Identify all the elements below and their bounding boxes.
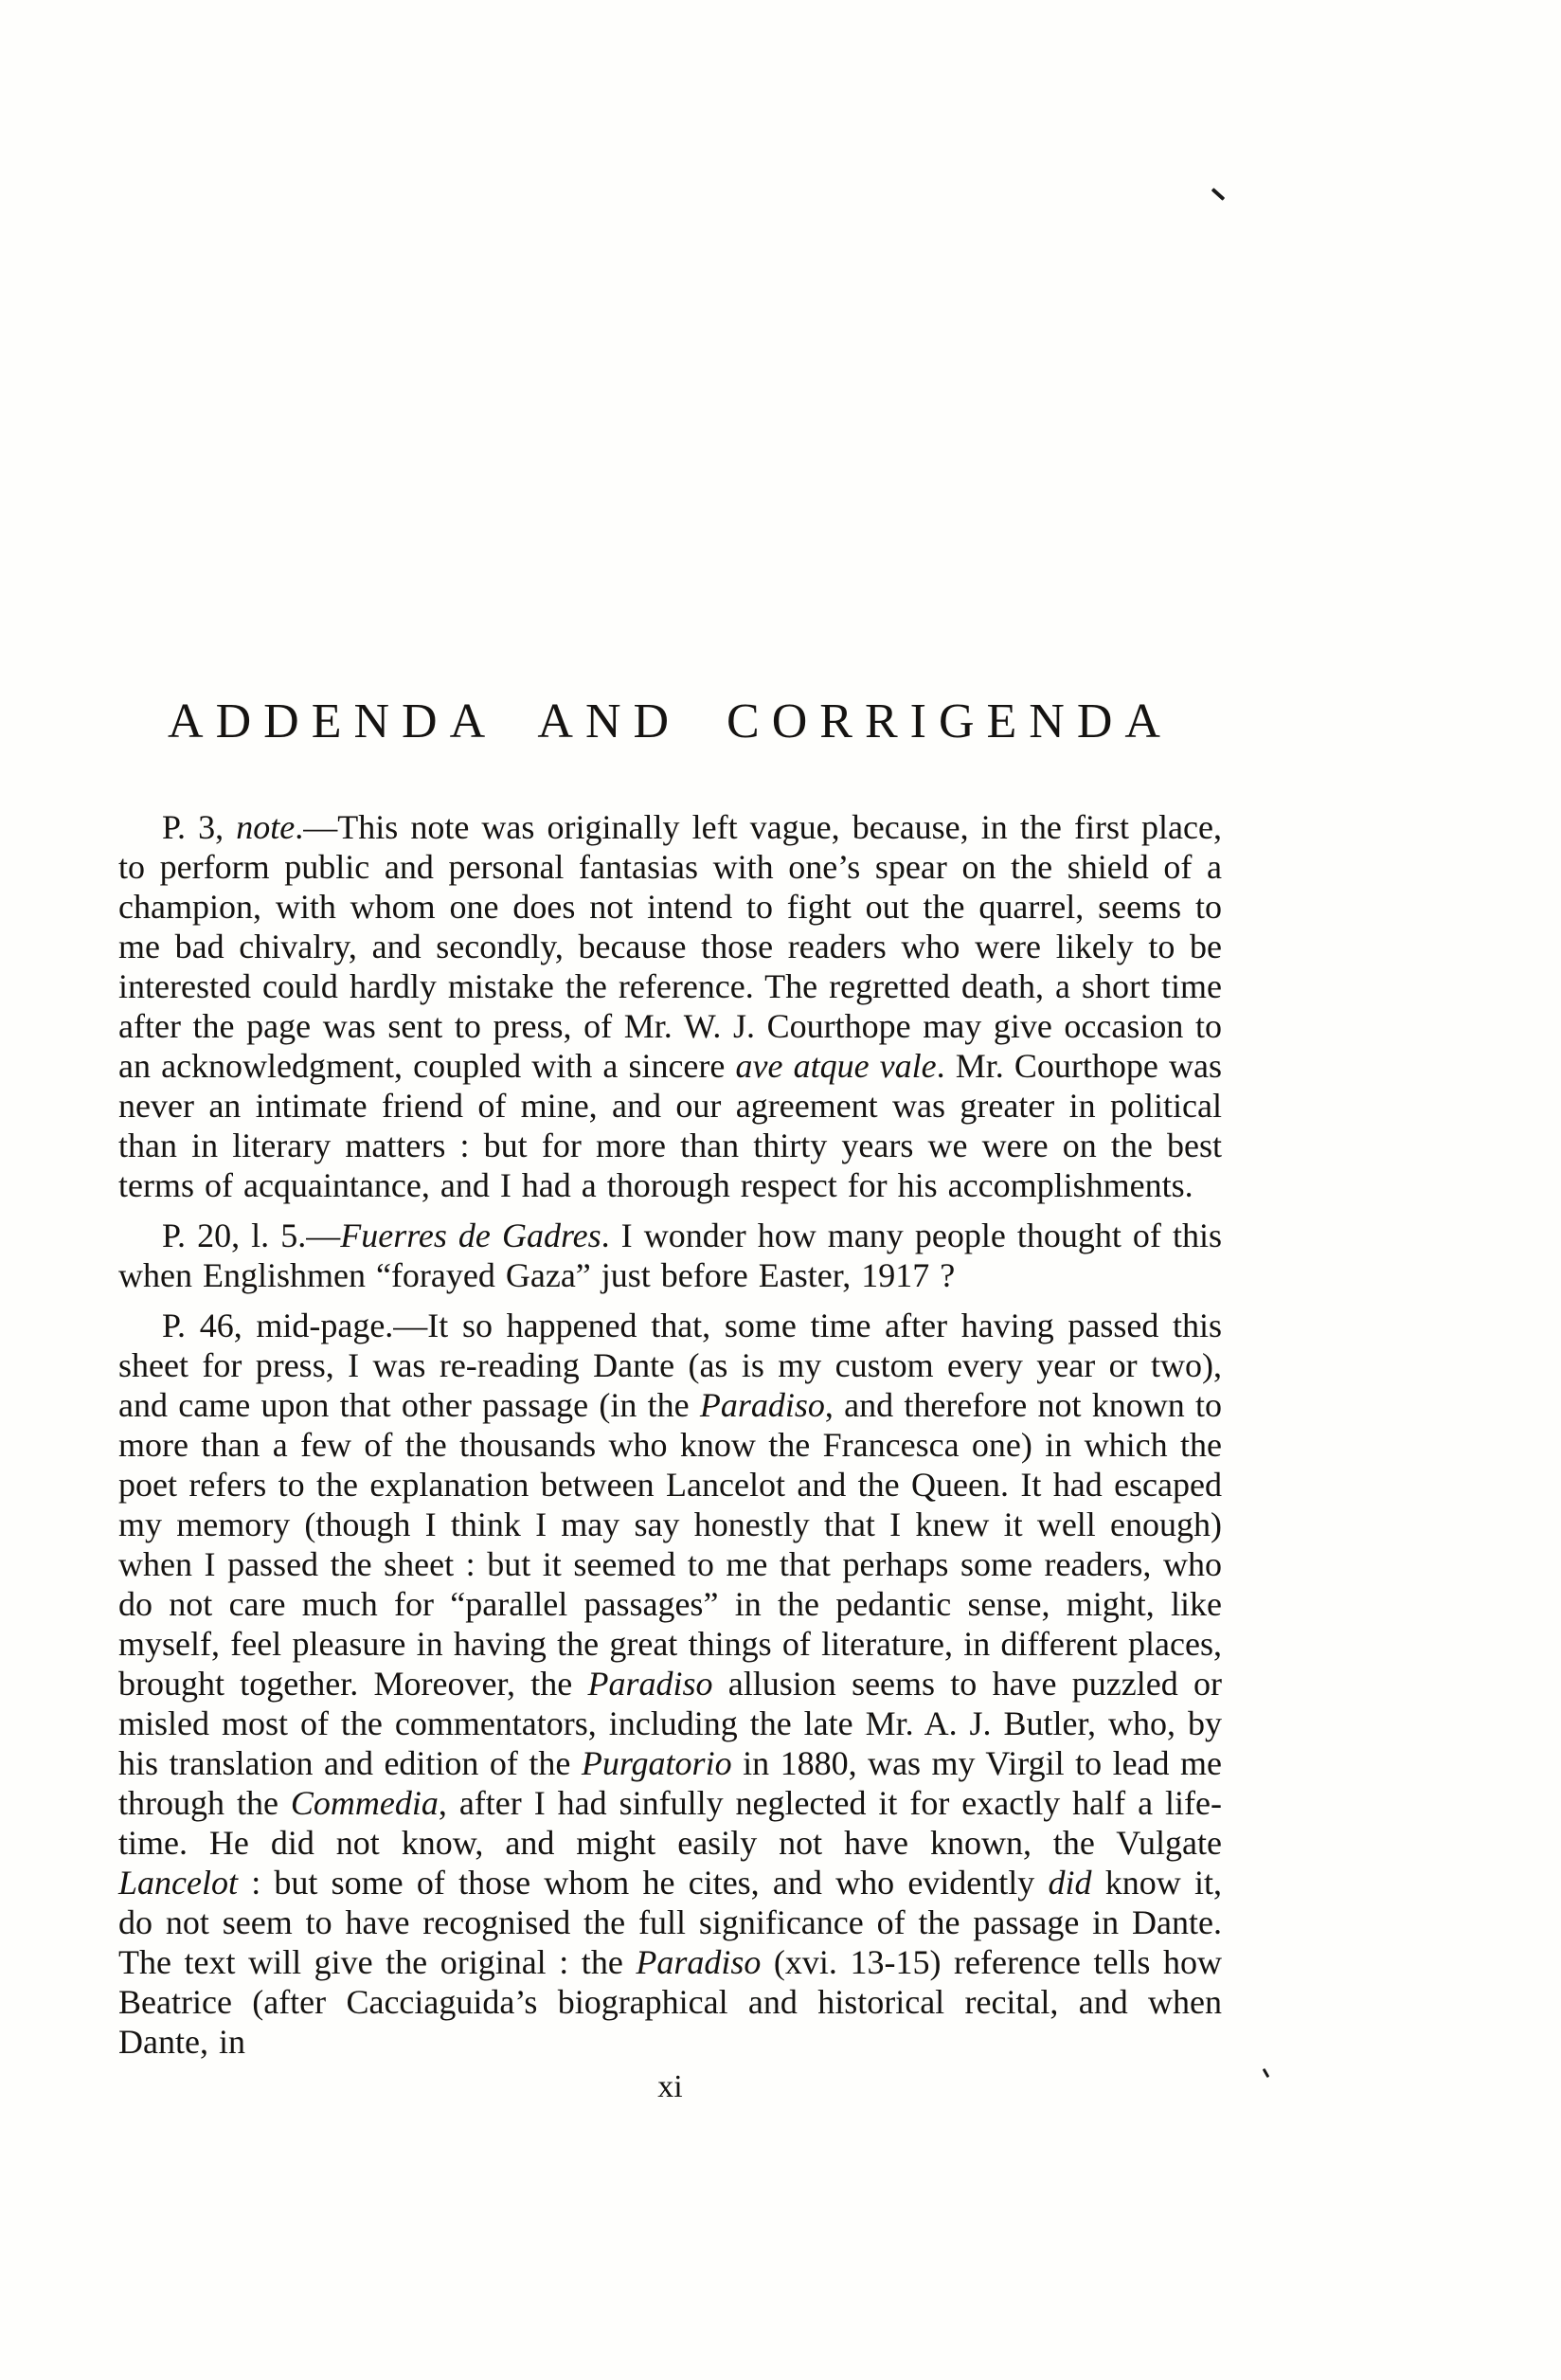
- page-body: [118, 807, 1222, 2107]
- text-run: , and therefore not known to more than a few of the thousands who know the Francesca one) in which the poet refers to the explanation between Lancelot and the Queen. It had escaped my memory (though I think I may say honestly that I knew it well enough) when I passed the sheet : but it seemed to me that perhaps some readers, who do not care much for “parallel passages” in the pedantic sense, might, like myself, feel pleasure in having the great things of literature, in different places, brought together. Moreover, the: [118, 1386, 1222, 1703]
- italic-text-run: Paradiso: [699, 1386, 825, 1424]
- italic-text-run: Purgatorio: [581, 1744, 732, 1782]
- italic-text-run: did: [1048, 1864, 1092, 1902]
- text-run: in 1880, was my Virgil to lead me through the: [118, 1744, 1223, 1822]
- text-run: .—This note was originally left vague, because, in the first place, to perform public and personal fantasias with one’s spear on the shield of a champion, with whom one does not intend to fight out the quarrel, seems to me bad chivalry, and secondly, because those readers who were likely to be interested could hardly mistake the reference. The regretted death, a short time after the page was sent to press, of Mr. W. J. Courthope may give occasion to an acknowledgment, coupled with a sincere: [118, 808, 1222, 1085]
- italic-text-run: note: [236, 808, 296, 846]
- text-run: : but some of those whom he cites, and who evidently: [237, 1864, 1049, 1902]
- italic-text-run: ave atque vale: [735, 1047, 937, 1085]
- italic-text-run: Fuerres de Gadres: [340, 1217, 601, 1254]
- text-run: (xvi. 13-15) reference tells how Beatrice (after Cacciaguida’s biographical and historical recital, and when Dante, in: [118, 1943, 1222, 2061]
- italic-text-run: Paradiso: [636, 1943, 762, 1981]
- page-title: ADDENDA AND CORRIGENDA: [168, 694, 1173, 748]
- text-run: . I wonder how many people thought of this when Englishmen “forayed Gaza” just before Easter, 1917 ?: [118, 1217, 1222, 1294]
- text-run: allusion seems to have puzzled or misled most of the commentators, including the late Mr. A. J. Butler, who, by his translation and edition of the: [118, 1665, 1223, 1782]
- page-number: xi: [657, 2069, 683, 2104]
- scan-artifact-bottom-right: [1263, 2068, 1270, 2078]
- paragraph: [118, 1306, 1222, 2062]
- text-run: . Mr. Courthope was never an intimate friend of mine, and our agreement was greater in political than in literary matters : but for more than thirty years we were on the best terms of acquaintance, and I had a thorough respect for his accomplishments.: [118, 1047, 1222, 1204]
- italic-text-run: Lancelot: [118, 1864, 238, 1902]
- text-run: , after I had sinfully neglected it for exactly half a life-time. He did not know, and might easily not have known, the Vulgate: [118, 1784, 1222, 1862]
- text-run: know it, do not seem to have recognised the full significance of the passage in Dante. The text will give the original : the: [118, 1864, 1222, 1981]
- scan-artifact-top-right: [1211, 188, 1226, 201]
- paragraph: [118, 1216, 1222, 1295]
- text-run: P. 3,: [162, 808, 237, 846]
- italic-text-run: Commedia: [290, 1784, 439, 1822]
- paragraph: [118, 807, 1222, 1205]
- text-run: P. 46, mid-page.—It so happened that, some time after having passed this sheet for press, I was re-reading Dante (as is my custom every year or two), and came upon that other passage (in the: [118, 1307, 1222, 1424]
- italic-text-run: Paradiso: [587, 1665, 713, 1703]
- paragraphs: [118, 807, 1222, 2062]
- text-run: P. 20, l. 5.—: [162, 1217, 341, 1254]
